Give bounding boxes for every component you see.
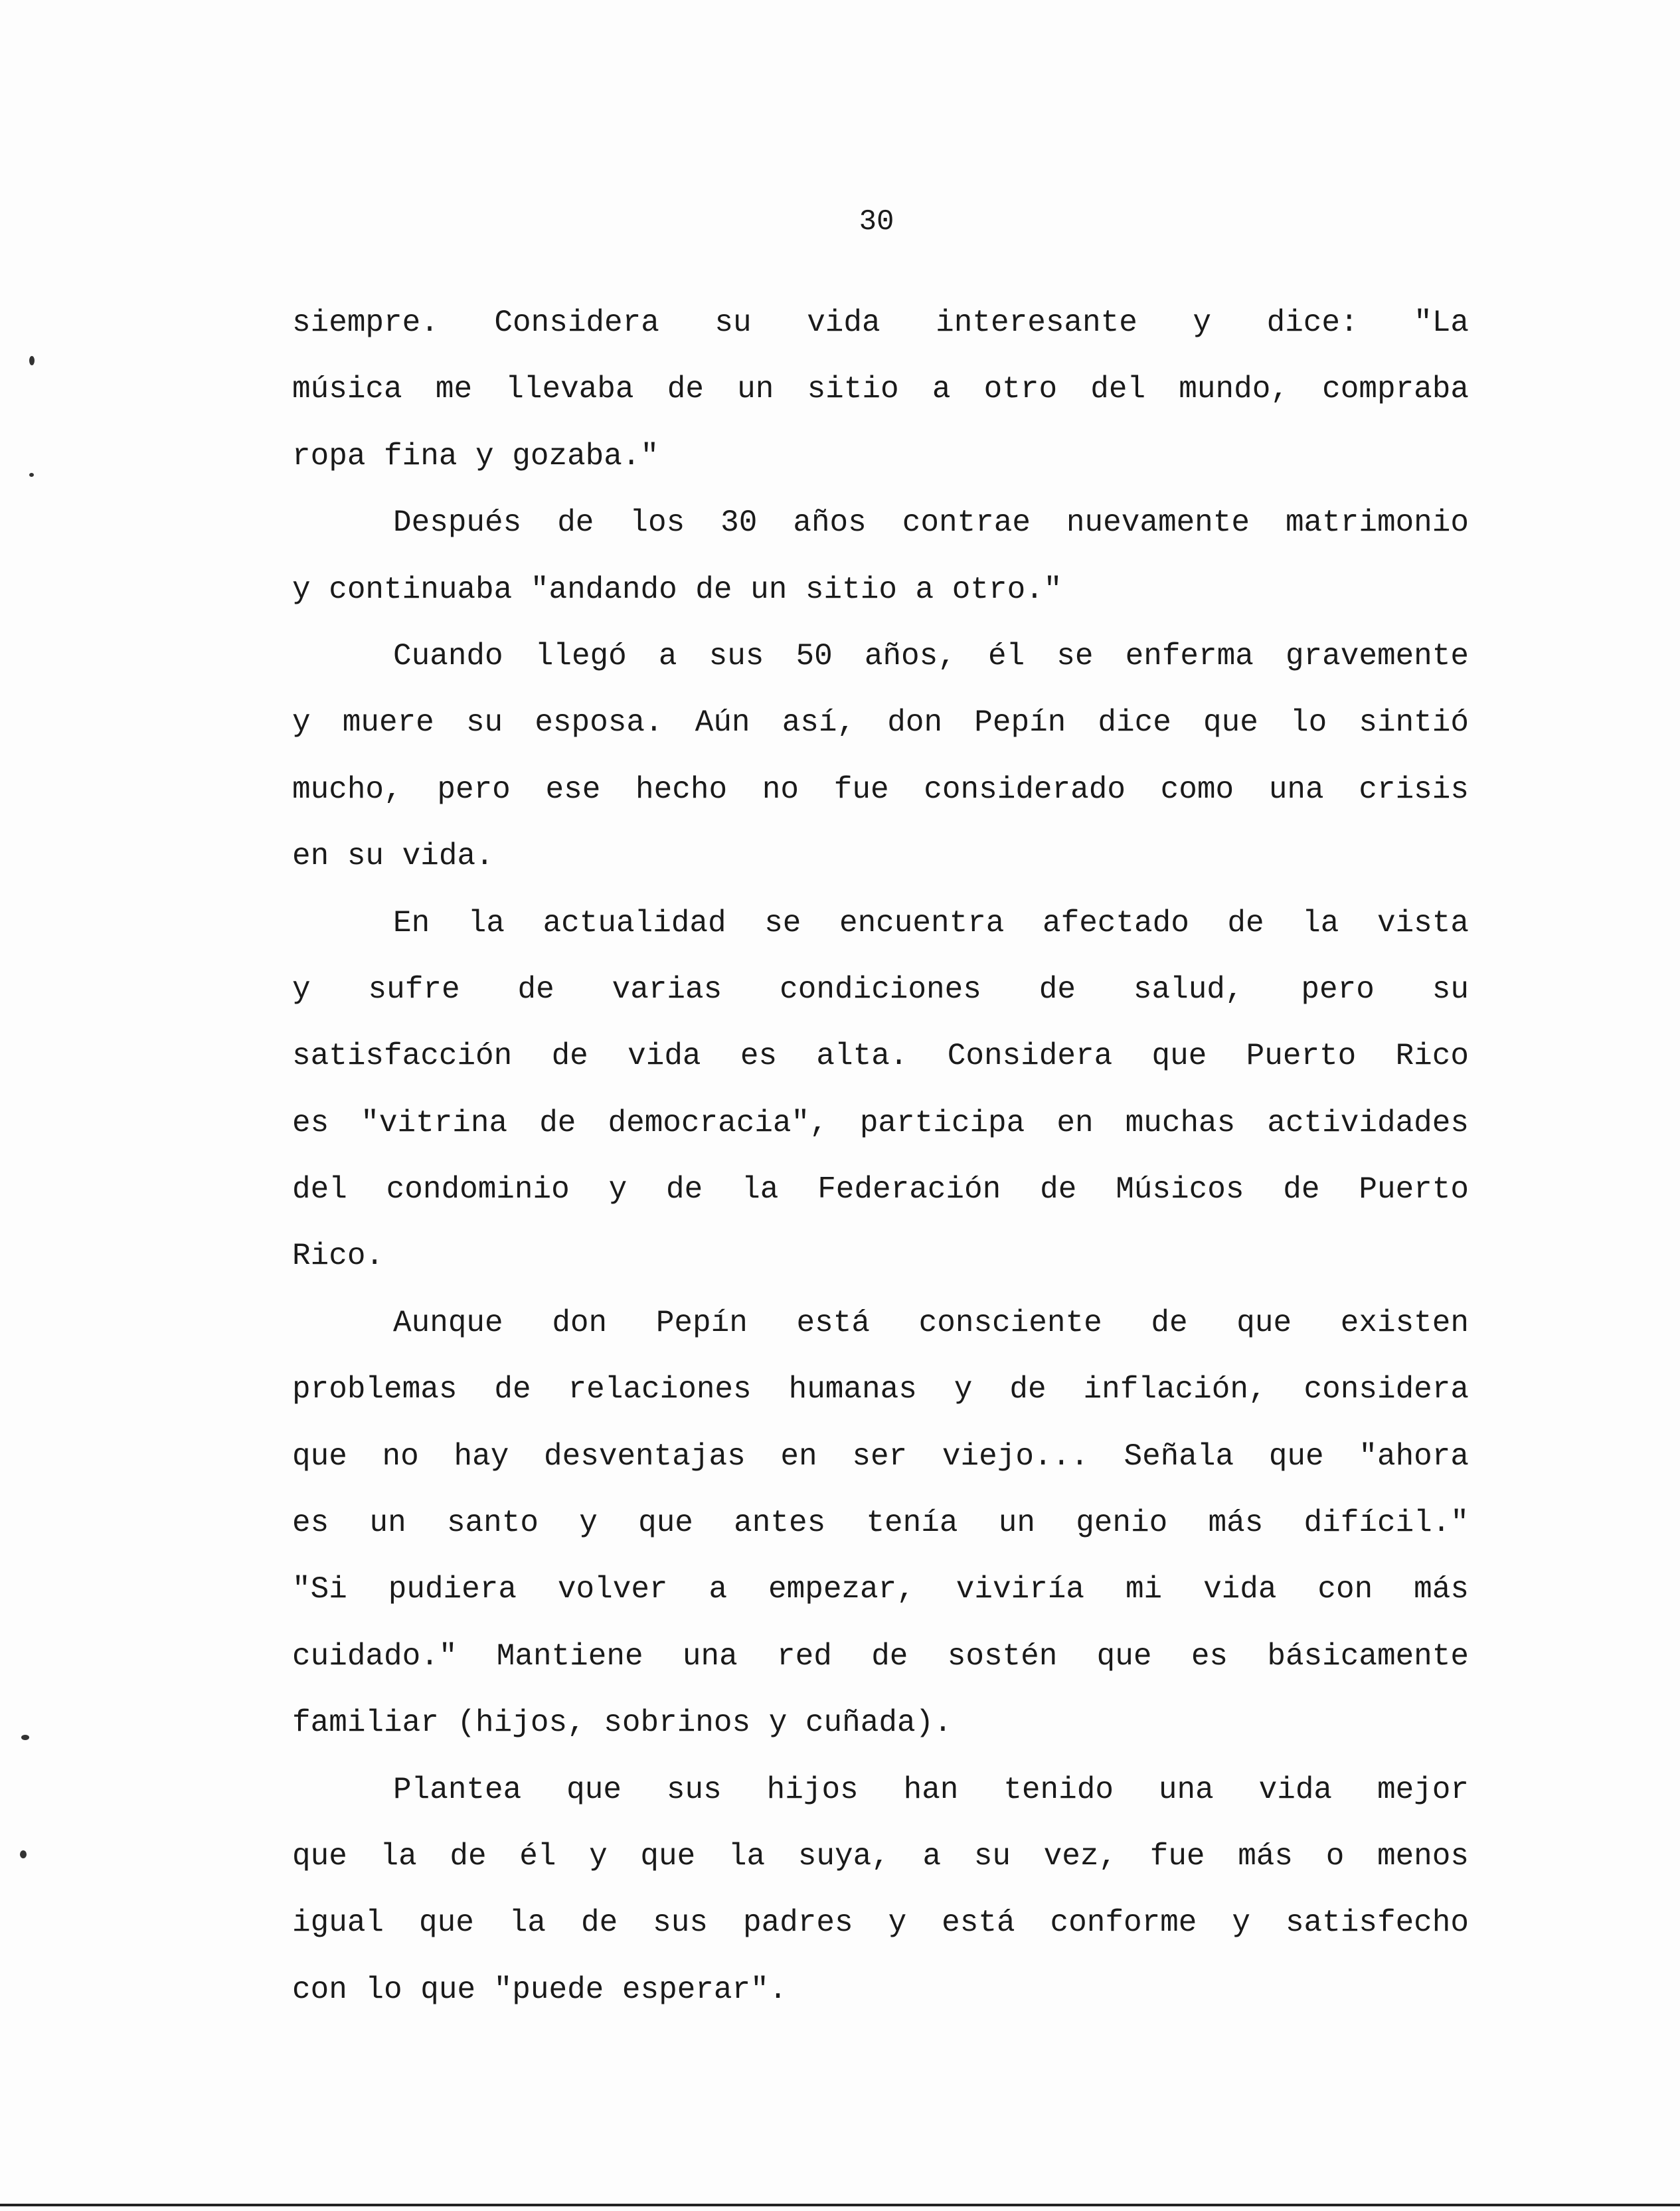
text-line: En la actualidad se encuentra afectado de la vista	[393, 905, 1469, 940]
text-line: problemas de relaciones humanas y de inflación, considera	[292, 1372, 1469, 1407]
text-line: Plantea que sus hijos han tenido una vida mejor	[393, 1772, 1469, 1807]
text-line: es "vitrina de democracia", participa en muchas actividades	[292, 1105, 1469, 1140]
text-line: es un santo y que antes tenía un genio más difícil."	[292, 1506, 1469, 1541]
text-line: cuidado." Mantiene una red de sostén que es básicamente	[292, 1638, 1469, 1674]
text-line: Cuando llegó a sus 50 años, él se enferma gravemente	[393, 638, 1469, 673]
text-line: Aunque don Pepín está consciente de que existen	[393, 1305, 1469, 1340]
text-line: mucho, pero ese hecho no fue considerado como una crisis	[292, 772, 1469, 807]
text-line: Después de los 30 años contrae nuevamente matrimonio	[393, 505, 1469, 541]
text-line: y muere su esposa. Aún así, don Pepín dice que lo sintió	[292, 705, 1469, 741]
text-line: satisfacción de vida es alta. Considera que Puerto Rico	[292, 1039, 1469, 1074]
text-line: "Si pudiera volver a empezar, viviría mi vida con más	[292, 1572, 1469, 1607]
text-line: que la de él y que la suya, a su vez, fue más o menos	[292, 1838, 1469, 1874]
text-line: familiar (hijos, sobrinos y cuñada).	[292, 1706, 952, 1741]
text-line: y continuaba "andando de un sitio a otro."	[292, 572, 1062, 607]
text-line: y sufre de varias condiciones de salud, pero su	[292, 972, 1469, 1007]
text-line: siempre. Considera su vida interesante y dice: "La	[292, 306, 1469, 340]
text-line: música me llevaba de un sitio a otro del mundo, compraba	[292, 372, 1469, 407]
text-line: ropa fina y gozaba."	[292, 438, 659, 474]
body-text	[292, 304, 1469, 2038]
text-line: igual que la de sus padres y está conforme y satisfecho	[292, 1905, 1469, 1941]
text-line: con lo que "puede esperar".	[292, 1972, 788, 2007]
text-line: Rico.	[292, 1239, 384, 1274]
bottom-edge-line	[0, 2204, 1680, 2206]
text-line: que no hay desventajas en ser viejo... Señala que "ahora	[292, 1439, 1469, 1474]
text-line: en su vida.	[292, 839, 494, 874]
text-line: del condominio y de la Federación de Músicos de Puerto	[292, 1172, 1469, 1207]
page-number: 30	[859, 205, 894, 238]
